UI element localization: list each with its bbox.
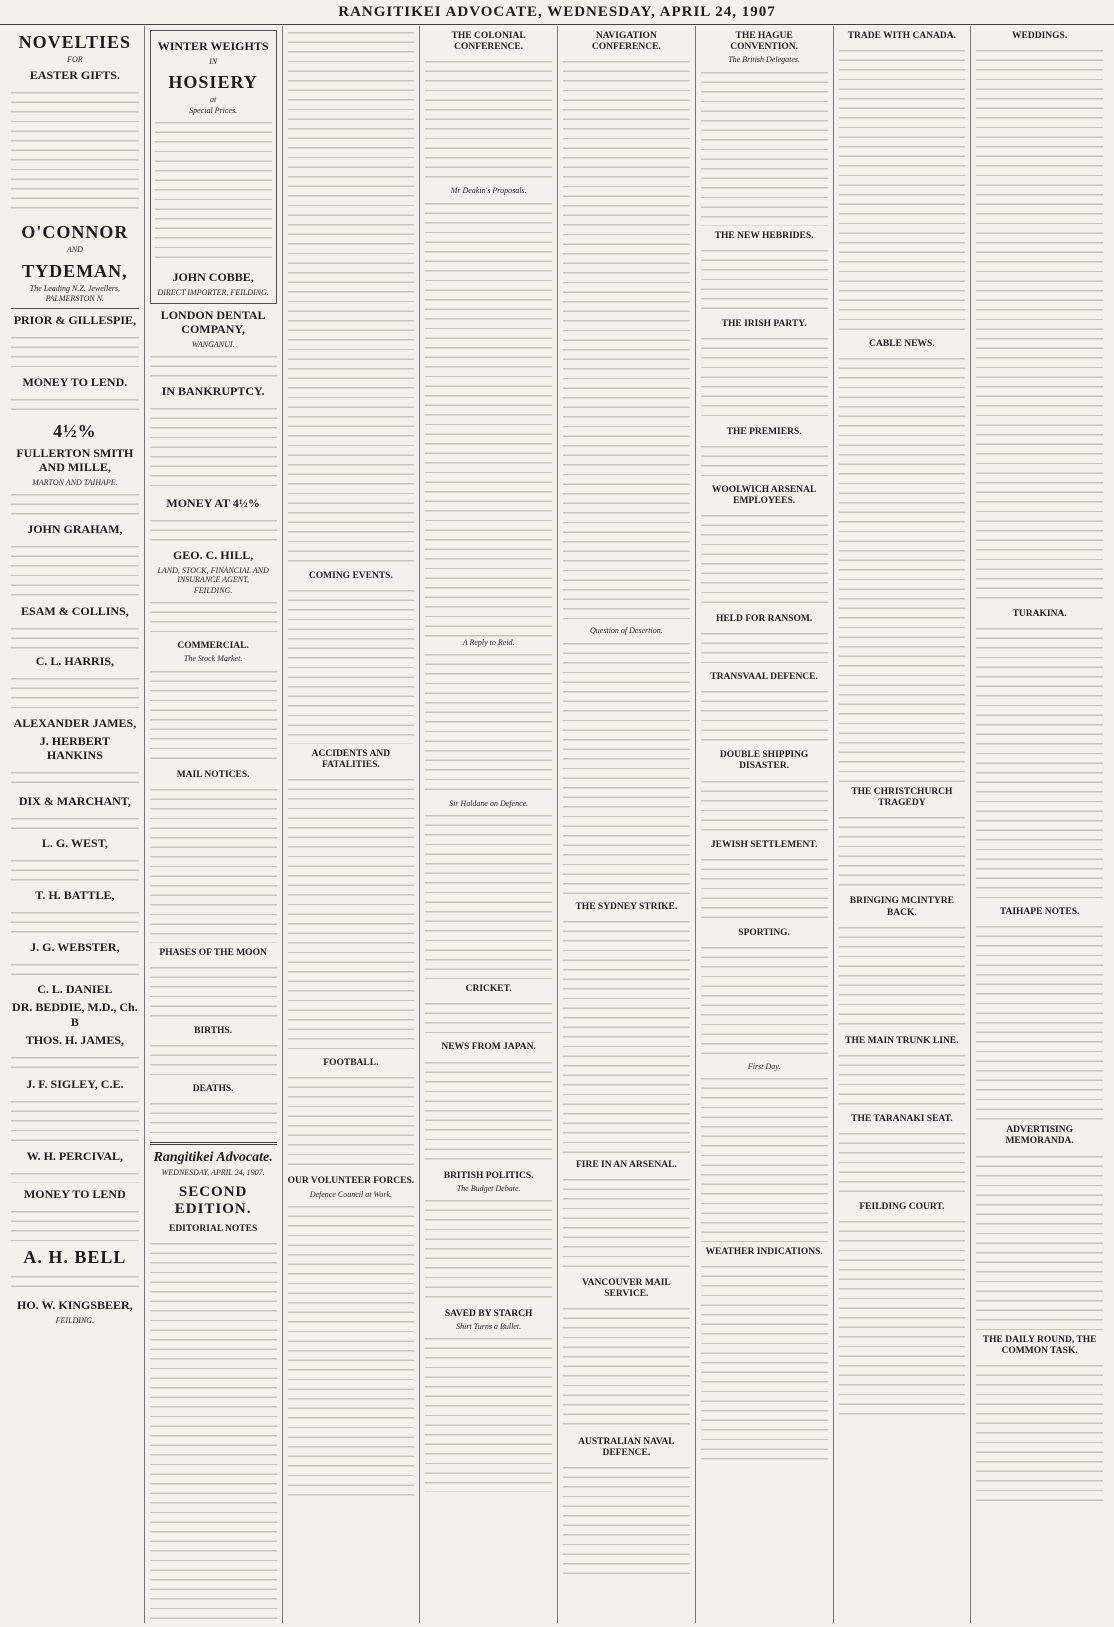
article-body (976, 1359, 1103, 1509)
article-body (976, 622, 1103, 902)
commercial-heading: COMMERCIAL. (177, 641, 249, 652)
kingsbeer: HO. W. KINGSBEER, (17, 1297, 133, 1312)
shirt-bullet: Shirt Turns a Bullet. (456, 1322, 522, 1332)
article-body (976, 920, 1103, 1120)
paper-title: Rangitikei Advocate. (153, 1150, 273, 1166)
article-body (150, 1237, 277, 1623)
ad-body (11, 393, 139, 415)
article-body (288, 1200, 415, 1500)
article-body (288, 1071, 415, 1171)
john-graham: JOHN GRAHAM, (27, 522, 123, 537)
prior-gillespie: PRIOR & GILLESPIE, (13, 312, 137, 327)
column-1 (6, 26, 144, 1623)
christchurch-tragedy: THE CHRISTCHURCH TRAGEDY (851, 787, 953, 809)
ad-body (11, 1270, 139, 1294)
interest-rate: 4½% (53, 420, 97, 441)
main-trunk-line: THE MAIN TRUNK LINE. (845, 1035, 959, 1046)
masthead: RANGITIKEI ADVOCATE, WEDNESDAY, APRIL 24, 1907 (0, 0, 1114, 25)
cable-news: CABLE NEWS. (869, 339, 935, 350)
hosiery: HOSIERY (168, 72, 258, 93)
defence-council: Defence Council at Work. (309, 1189, 393, 1199)
article-body (701, 1260, 828, 1460)
advertising-memoranda: ADVERTISING MEMORANDA. (1005, 1125, 1074, 1147)
article-body (150, 665, 277, 765)
l-g-west: L. G. WEST, (41, 836, 108, 851)
article-body (701, 440, 828, 480)
article-body (976, 1150, 1103, 1330)
navigation-conference: NAVIGATION CONFERENCE. (591, 31, 661, 53)
novelties-for: FOR (67, 55, 83, 65)
weather-indications: WEATHER INDICATIONS. (705, 1247, 823, 1258)
land-agent: LAND, STOCK, FINANCIAL AND INSURANCE AGENT, (157, 566, 269, 585)
budget-debate: The Budget Debate. (456, 1183, 521, 1193)
article-body (425, 1056, 552, 1166)
column-5 (557, 26, 695, 1623)
vancouver-mail: VANCOUVER MAIL SERVICE. (581, 1277, 671, 1299)
article-body (701, 66, 828, 226)
alexander-james: ALEXANDER JAMES, (13, 716, 137, 731)
article-body (701, 941, 828, 1061)
article-body (701, 775, 828, 835)
ad-body (11, 672, 139, 712)
article-body (701, 627, 828, 667)
question-desertion: Question of Desertion. (590, 626, 663, 636)
article-body (839, 921, 966, 1031)
article-body (563, 55, 690, 625)
divider (150, 1142, 277, 1145)
hosiery-in: IN (209, 57, 218, 67)
ad-body (11, 1051, 139, 1073)
ad-body (11, 906, 139, 936)
a-h-bell: A. H. BELL (23, 1246, 127, 1267)
money-to-lend-2: MONEY TO LEND (23, 1186, 126, 1201)
article-body (701, 1072, 828, 1242)
c-l-daniel: C. L. DANIEL (37, 982, 113, 997)
first-day: First Day. (747, 1061, 781, 1071)
article-body (150, 1097, 277, 1137)
ad-body (11, 766, 139, 790)
herbert-hankins: J. HERBERT HANKINS (39, 734, 110, 763)
c-l-harris: C. L. HARRIS, (35, 654, 115, 669)
saved-by-starch: SAVED BY STARCH (444, 1308, 533, 1319)
ad-body (11, 331, 139, 371)
ad-body (11, 488, 139, 518)
paper-date: WEDNESDAY, APRIL 24, 1907. (161, 1168, 265, 1178)
article-body (839, 811, 966, 891)
hosiery-at: at (210, 95, 217, 105)
phases-moon: PHASES OF THE MOON (159, 947, 267, 958)
football: FOOTBALL. (323, 1058, 379, 1069)
column-6 (695, 26, 833, 1623)
special-prices: Special Prices. (189, 105, 238, 115)
fire-arsenal: FIRE IN AN ARSENAL. (575, 1159, 677, 1170)
article-body (839, 1127, 966, 1197)
taranaki-seat: THE TARANAKI SEAT. (851, 1113, 953, 1124)
hosiery-ad (150, 30, 277, 304)
ad-body (11, 86, 139, 216)
deakin-proposals: Mr Deakin's Proposals. (450, 186, 527, 196)
easter-gifts: EASTER GIFTS. (29, 68, 120, 83)
held-for-ransom: HELD FOR RANSOM. (715, 614, 813, 625)
weddings: WEDDINGS. (1012, 31, 1068, 41)
article-body (425, 648, 552, 798)
reply-to-reid: A Reply to Reid. (462, 637, 515, 647)
column-4 (419, 26, 557, 1623)
esam-collins: ESAM & COLLINS, (21, 604, 129, 619)
column-7 (833, 26, 971, 1623)
notice-body (150, 402, 277, 492)
oconnor: O'CONNOR (21, 222, 129, 243)
columns (6, 26, 1108, 1623)
sporting: SPORTING. (738, 927, 790, 938)
winter-weights: WINTER WEIGHTS (157, 39, 269, 53)
article-body (288, 773, 415, 1053)
dr-beddie: DR. BEDDIE, M.D., Ch. B (12, 1000, 138, 1029)
ad-body (11, 1095, 139, 1145)
ad-body (150, 350, 277, 380)
w-h-percival: W. H. PERCIVAL, (26, 1148, 124, 1163)
article-body (563, 637, 690, 897)
ad-body (11, 622, 139, 650)
column-3 (282, 26, 420, 1623)
article-body (288, 26, 415, 566)
british-delegates: The British Delegates. (728, 55, 801, 65)
article-body (563, 1302, 690, 1432)
turakina: TURAKINA. (1012, 609, 1067, 620)
taihape-notes: TAIHAPE NOTES. (999, 907, 1080, 918)
accidents: ACCIDENTS AND FATALITIES. (311, 749, 391, 771)
colonial-conference: THE COLONIAL CONFERENCE. (451, 31, 526, 53)
in-bankruptcy: IN BANKRUPTCY. (161, 383, 265, 398)
tydeman: TYDEMAN, (22, 260, 128, 281)
trade-canada: TRADE WITH CANADA. (847, 31, 957, 41)
article-body (839, 1215, 966, 1415)
article-body (976, 44, 1103, 604)
shipping-disaster: DOUBLE SHIPPING DISASTER. (719, 750, 809, 772)
ad-body (11, 812, 139, 832)
article-body (839, 44, 966, 334)
ad-body (11, 540, 139, 600)
mail-notices: MAIL NOTICES. (176, 769, 250, 780)
article-body (701, 332, 828, 422)
article-body (425, 1194, 552, 1304)
transvaal-defence: TRANSVAAL DEFENCE. (710, 672, 818, 683)
article-body (150, 961, 277, 1021)
editorial-notes: EDITORIAL NOTES (168, 1223, 258, 1234)
geo-hill: GEO. C. HILL, (172, 548, 254, 563)
ad-body (11, 1167, 139, 1183)
column-8 (970, 26, 1108, 1623)
direct-importer: DIRECT IMPORTER, FEILDING. (157, 288, 269, 298)
jewish-settlement: JEWISH SETTLEMENT. (710, 839, 818, 850)
the-premiers: THE PREMIERS. (726, 426, 802, 437)
british-politics: BRITISH POLITICS. (443, 1170, 534, 1181)
feilding-court: FEILDING COURT. (859, 1201, 945, 1212)
ad-body (150, 596, 277, 636)
article-body (425, 809, 552, 979)
article-body (701, 853, 828, 923)
stock-market: The Stock Market. (183, 654, 243, 664)
feilding: FEILDING. (55, 1315, 95, 1325)
article-body (701, 244, 828, 314)
novelties-heading: NOVELTIES (18, 32, 132, 52)
article-body (288, 584, 415, 744)
article-body (425, 197, 552, 637)
article-body (563, 1461, 690, 1581)
ad-body (11, 958, 139, 978)
irish-party: THE IRISH PARTY. (721, 318, 807, 329)
leading-jewellers: The Leading N.Z. Jewellers, (29, 283, 120, 293)
marton-taihape: MARTON AND TAIHAPE. (32, 477, 118, 487)
article-body (701, 509, 828, 609)
article-body (563, 915, 690, 1155)
j-g-webster: J. G. WEBSTER, (30, 940, 120, 955)
oconnor-and: AND (66, 245, 83, 255)
article-body (425, 55, 552, 185)
article-body (839, 1049, 966, 1109)
dental-wanganui: WANGANUI. (191, 339, 235, 349)
woolwich-arsenal: WOOLWICH ARSENAL EMPLOYEES. (711, 484, 817, 507)
ad-body (11, 854, 139, 884)
haldane-defence: Sir Haldane on Defence. (449, 798, 529, 808)
sydney-strike: THE SYDNEY STRIKE. (575, 901, 678, 912)
news-japan: NEWS FROM JAPAN. (441, 1042, 536, 1053)
article-body (839, 352, 966, 782)
volunteer-forces: OUR VOLUNTEER FORCES. (287, 1176, 415, 1187)
hague-convention: THE HAGUE CONVENTION. (730, 31, 799, 53)
column-2 (144, 26, 282, 1623)
daily-round: THE DAILY ROUND, THE COMMON TASK. (982, 1334, 1097, 1356)
mcintyre-back: BRINGING MCINTYRE BACK. (849, 896, 954, 918)
article-body (150, 1039, 277, 1079)
article-body (425, 1332, 552, 1492)
naval-defence: AUSTRALIAN NAVAL DEFENCE. (578, 1437, 675, 1459)
john-cobbe: JOHN COBBE, (172, 270, 254, 285)
money-to-lend: MONEY TO LEND. (22, 374, 128, 389)
births: BIRTHS. (194, 1025, 233, 1036)
dix-marchant: DIX & MARCHANT, (18, 794, 131, 809)
ad-body (155, 116, 272, 266)
money-at-rate: MONEY AT 4½% (166, 496, 260, 510)
ad-body (11, 1205, 139, 1241)
new-hebrides: THE NEW HEBRIDES. (714, 230, 814, 241)
ad-body (150, 514, 277, 544)
palmerston: PALMERSTON N. (45, 294, 105, 304)
article-body (701, 685, 828, 745)
hill-feilding: FEILDING. (193, 585, 233, 595)
coming-events: COMING EVENTS. (308, 571, 393, 581)
j-f-sigley: J. F. SIGLEY, C.E. (26, 1076, 124, 1091)
cricket: CRICKET. (465, 984, 512, 995)
london-dental: LONDON DENTAL COMPANY, (160, 307, 266, 336)
thos-james: THOS. H. JAMES, (25, 1032, 125, 1047)
article-body (563, 1173, 690, 1273)
article-body (425, 997, 552, 1037)
fullerton-smith: FULLERTON SMITH AND MILLE, (16, 445, 134, 474)
deaths: DEATHS. (192, 1083, 234, 1094)
article-body (150, 783, 277, 943)
t-h-battle: T. H. BATTLE, (35, 888, 115, 903)
divider (11, 308, 139, 309)
second-edition: SECOND EDITION. (174, 1183, 252, 1218)
